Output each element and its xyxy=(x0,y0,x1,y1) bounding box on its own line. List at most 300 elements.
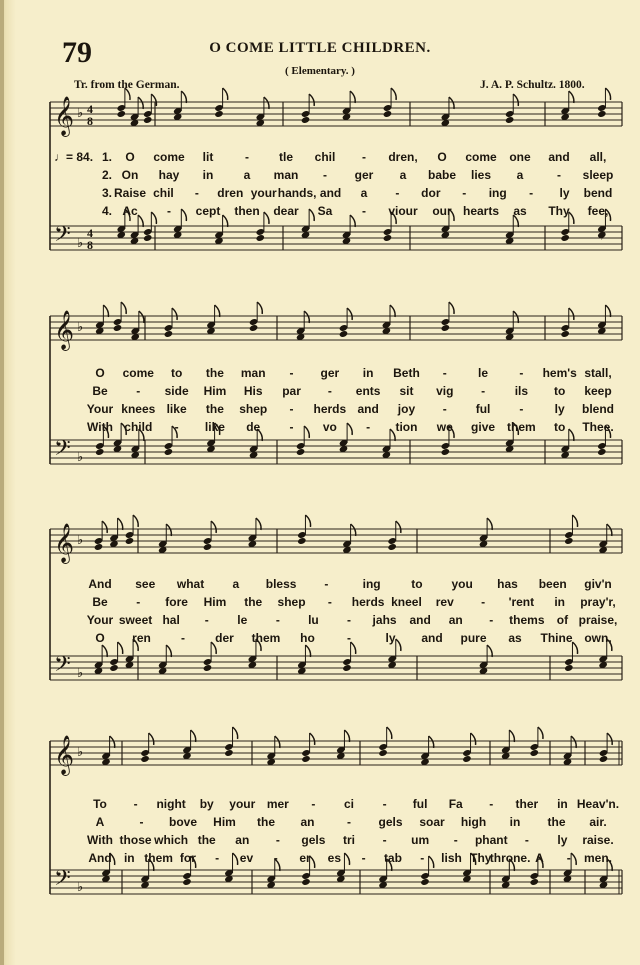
note-head xyxy=(301,755,310,763)
lyric-syllable: mer xyxy=(266,797,289,811)
note-head xyxy=(301,878,310,886)
note-flag xyxy=(509,730,514,742)
bass-clef: 𝄢 xyxy=(54,436,71,466)
lyric-syllable: the xyxy=(257,815,275,829)
lyric-line xyxy=(0,420,640,436)
note-head xyxy=(383,234,392,242)
lyric-syllable: knees xyxy=(121,402,156,416)
bass-clef: 𝄢 xyxy=(54,222,71,252)
note-flag xyxy=(572,515,577,527)
lyric-syllable: throne. xyxy=(489,851,531,865)
note-flag xyxy=(138,97,143,109)
lyric-syllable: ger xyxy=(354,168,374,182)
lyric-syllable: kneel xyxy=(391,595,422,609)
lyric-syllable: - xyxy=(557,168,561,182)
lyric-syllable: er xyxy=(299,851,311,865)
lyric-syllable: like xyxy=(166,402,187,416)
lyric-syllable: - xyxy=(275,833,280,847)
lyric-syllable: fore xyxy=(165,595,188,609)
lyric-line xyxy=(0,595,640,611)
note-head xyxy=(564,664,573,672)
lyric-syllable: come xyxy=(122,366,154,380)
lyric-syllable: - xyxy=(481,384,486,398)
lyric-syllable: like xyxy=(204,420,225,434)
lyric-syllable: O xyxy=(95,631,105,645)
lyric-syllable: ci xyxy=(343,797,355,811)
lyric-syllable: stall, xyxy=(584,366,612,380)
lyric-syllable: joy xyxy=(397,402,416,416)
treble-clef: 𝄞 xyxy=(54,310,75,350)
note-flag xyxy=(223,88,228,100)
lyric-syllable: the xyxy=(205,366,224,380)
note-flag xyxy=(264,97,269,109)
lyric-syllable: sit xyxy=(399,384,414,398)
note-head xyxy=(378,749,387,757)
lyric-syllable: an xyxy=(235,833,250,847)
lyric-syllable: Your xyxy=(86,402,114,416)
lyric-syllable: the xyxy=(197,833,216,847)
note-flag xyxy=(605,305,610,317)
lyric-syllable: - xyxy=(489,797,494,811)
lyric-syllable: Beth xyxy=(393,366,420,380)
note-flag xyxy=(344,730,349,742)
lyric-syllable: hands, xyxy=(277,186,317,200)
note-flag xyxy=(513,311,518,323)
note-head xyxy=(182,878,191,886)
lyric-syllable: - xyxy=(289,420,294,434)
lyric-syllable: ils xyxy=(514,384,529,398)
lyric-syllable: sweet xyxy=(118,613,153,627)
lyric-syllable: pure xyxy=(460,631,487,645)
note-flag xyxy=(351,524,356,536)
lyric-syllable: lit xyxy=(202,150,214,164)
lyric-syllable: - xyxy=(174,420,179,434)
lyric-syllable: soar xyxy=(419,815,445,829)
lyric-syllable: ing xyxy=(488,186,507,200)
note-flag xyxy=(256,518,261,530)
note-flag xyxy=(471,733,476,745)
lyric-syllable: lish xyxy=(441,851,462,865)
lyric-syllable: Him xyxy=(203,384,227,398)
lyric-syllable: thems xyxy=(509,613,545,627)
lyric-syllable: Thy xyxy=(548,204,570,218)
lyric-syllable: cept xyxy=(195,204,221,218)
note-flag xyxy=(569,91,574,103)
verse-number: 4. xyxy=(101,204,112,218)
lyric-syllable: dren, xyxy=(388,150,418,164)
lyric-syllable: - xyxy=(347,815,351,829)
lyric-syllable: and xyxy=(409,613,431,627)
lyric-syllable: - xyxy=(362,204,366,218)
note-head xyxy=(125,537,134,545)
lyric-syllable: ly xyxy=(559,186,570,200)
lyric-syllable: those xyxy=(119,833,152,847)
lyric-syllable: chil xyxy=(153,186,174,200)
lyric-line xyxy=(0,833,640,849)
lyric-syllable: all, xyxy=(589,150,607,164)
flat-key-signature: ♭ xyxy=(77,666,84,681)
lyric-syllable: your xyxy=(250,186,277,200)
lyric-syllable: der xyxy=(215,631,234,645)
lyric-syllable: herds xyxy=(313,402,347,416)
lyric-syllable: And xyxy=(88,577,112,591)
lyric-syllable: O xyxy=(437,150,447,164)
lyric-syllable: a xyxy=(516,168,524,182)
lyric-syllable: - xyxy=(347,613,351,627)
lyric-syllable: Be xyxy=(92,384,108,398)
lyric-syllable: in xyxy=(554,595,566,609)
lyric-syllable: of xyxy=(556,613,569,627)
lyric-syllable: dren xyxy=(217,186,244,200)
lyric-syllable: night xyxy=(156,797,186,811)
flat-key-signature: ♭ xyxy=(77,745,84,760)
note-head xyxy=(203,664,212,672)
lyric-syllable: an xyxy=(300,815,315,829)
lyric-syllable: ents xyxy=(355,384,381,398)
time-signature-bottom: 8 xyxy=(87,238,93,252)
treble-clef: 𝄞 xyxy=(54,96,75,136)
lyric-syllable: the xyxy=(205,402,224,416)
lyric-syllable: our xyxy=(432,204,452,218)
note-flag xyxy=(110,736,115,748)
verse-number: 3. xyxy=(101,186,112,200)
lyric-syllable: a xyxy=(399,168,407,182)
lyric-syllable: Ac xyxy=(122,204,138,218)
note-head xyxy=(117,110,126,118)
lyric-syllable: to xyxy=(554,384,566,398)
tempo-value: = 84. xyxy=(66,150,94,164)
lyric-syllable: Fa xyxy=(448,797,463,811)
treble-clef: 𝄞 xyxy=(54,523,75,563)
note-flag xyxy=(191,730,196,742)
lyric-syllable: - xyxy=(167,204,171,218)
lyric-syllable: blend xyxy=(582,402,614,416)
hymn-subtitle: ( Elementary. ) xyxy=(285,65,355,77)
lyric-syllable: - xyxy=(327,595,332,609)
lyric-syllable: ing xyxy=(362,577,381,591)
lyric-syllable: Thine xyxy=(540,631,573,645)
lyric-syllable: - xyxy=(323,168,327,182)
lyric-syllable: - xyxy=(361,851,366,865)
note-flag xyxy=(149,733,154,745)
note-flag xyxy=(396,521,401,533)
eighth-rest: 𝄾 xyxy=(600,230,604,246)
note-flag xyxy=(607,524,612,536)
lyric-syllable: one xyxy=(509,150,531,164)
lyric-syllable: jahs xyxy=(372,613,397,627)
lyric-syllable: child xyxy=(124,420,153,434)
note-head xyxy=(462,755,471,763)
lyric-syllable: rev xyxy=(435,595,454,609)
eighth-rest: 𝄾 xyxy=(600,444,604,460)
lyric-syllable: - xyxy=(311,797,316,811)
lyric-syllable: - xyxy=(462,186,467,200)
lyric-syllable: His xyxy=(243,384,263,398)
verse-number: 1. xyxy=(101,150,112,164)
lyric-syllable: And xyxy=(88,851,112,865)
note-head xyxy=(530,749,539,757)
note-head xyxy=(143,116,152,124)
lyric-syllable: ly xyxy=(385,631,396,645)
note-head xyxy=(599,755,608,763)
lyric-syllable: ly xyxy=(554,402,565,416)
note-flag xyxy=(133,515,138,527)
lyric-syllable: - xyxy=(362,150,366,164)
lyric-syllable: been xyxy=(538,577,567,591)
lyric-syllable: see xyxy=(135,577,156,591)
lyric-syllable: keep xyxy=(584,384,612,398)
note-flag xyxy=(449,302,454,314)
note-head xyxy=(383,110,392,118)
lyric-syllable: ren xyxy=(132,631,151,645)
lyric-syllable: - xyxy=(481,595,486,609)
note-head xyxy=(143,234,152,242)
lyric-syllable: give xyxy=(471,420,496,434)
lyric-syllable: man xyxy=(273,168,299,182)
lyric-line xyxy=(0,402,640,418)
lyric-syllable: in xyxy=(202,168,214,182)
lyric-syllable: and xyxy=(357,402,379,416)
verse-number: 2. xyxy=(101,168,112,182)
lyric-syllable: Him xyxy=(213,815,236,829)
lyric-syllable: babe xyxy=(427,168,457,182)
lyric-syllable: hearts xyxy=(462,204,500,218)
lyric-syllable: - xyxy=(289,402,294,416)
hymn-title: O COME LITTLE CHILDREN. xyxy=(209,40,431,56)
note-head xyxy=(387,543,396,551)
note-head xyxy=(94,543,103,551)
lyric-line xyxy=(0,631,640,647)
lyric-syllable: what xyxy=(176,577,205,591)
lyric-syllable: - xyxy=(366,420,371,434)
tempo-marking: ♩= 84. xyxy=(54,150,94,164)
lyric-syllable: an xyxy=(448,613,463,627)
note-head xyxy=(164,330,173,338)
lyric-line xyxy=(0,366,640,382)
note-flag xyxy=(172,308,177,320)
lyric-syllable: hem's xyxy=(542,366,577,380)
lyric-syllable: lu xyxy=(308,613,319,627)
lyric-syllable: - xyxy=(289,366,294,380)
lyric-syllable: - xyxy=(382,797,387,811)
lyric-syllable: to xyxy=(411,577,423,591)
note-flag xyxy=(275,736,280,748)
lyric-syllable: come xyxy=(465,150,497,164)
lyric-syllable: With xyxy=(87,420,113,434)
lyric-line xyxy=(0,797,640,813)
note-head xyxy=(203,543,212,551)
lyric-syllable: ev xyxy=(239,851,254,865)
note-head xyxy=(140,755,149,763)
lyric-syllable: With xyxy=(87,833,113,847)
lyric-syllable: to xyxy=(554,420,566,434)
flat-key-signature: ♭ xyxy=(77,533,84,548)
note-head xyxy=(505,116,514,124)
lyric-syllable: come xyxy=(153,150,185,164)
lyric-line xyxy=(0,186,640,202)
lyric-syllable: - xyxy=(194,186,199,200)
lyric-line xyxy=(0,815,640,831)
eighth-rest: 𝄾 xyxy=(600,106,604,122)
lyric-syllable: side xyxy=(164,384,189,398)
lyric-syllable: tri xyxy=(343,833,355,847)
lyric-syllable: Your xyxy=(86,613,114,627)
flat-key-signature: ♭ xyxy=(77,320,84,335)
note-head xyxy=(249,324,258,332)
lyric-syllable: vig xyxy=(436,384,454,398)
lyric-syllable: in xyxy=(509,815,521,829)
lyric-syllable: es xyxy=(327,851,342,865)
lyric-syllable: man xyxy=(240,366,266,380)
lyric-syllable: men. xyxy=(583,851,613,865)
lyric-syllable: - xyxy=(133,797,138,811)
note-head xyxy=(342,664,351,672)
lyric-syllable: the xyxy=(547,815,566,829)
lyric-syllable: herds xyxy=(351,595,385,609)
lyric-syllable: bless xyxy=(265,577,297,591)
lyric-line xyxy=(0,168,640,184)
flat-key-signature: ♭ xyxy=(77,880,84,895)
lyric-syllable: you xyxy=(451,577,473,591)
lyric-syllable: ho xyxy=(300,631,315,645)
note-flag xyxy=(607,733,612,745)
lyric-syllable: le xyxy=(478,366,489,380)
lyric-syllable: hay xyxy=(158,168,180,182)
note-flag xyxy=(215,305,220,317)
lyric-line xyxy=(0,384,640,400)
lyric-syllable: own, xyxy=(584,631,612,645)
note-flag xyxy=(304,311,309,323)
note-head xyxy=(339,330,348,338)
lyric-syllable: le xyxy=(237,613,248,627)
note-head xyxy=(164,448,173,456)
lyric-syllable: - xyxy=(420,851,425,865)
lyric-syllable: - xyxy=(139,815,144,829)
note-flag xyxy=(390,305,395,317)
lyric-syllable: ger xyxy=(320,366,340,380)
lyric-syllable: vo xyxy=(322,420,337,434)
lyric-syllable: Be xyxy=(92,595,108,609)
lyric-syllable: de xyxy=(246,420,261,434)
note-head xyxy=(564,537,573,545)
lyric-syllable: then xyxy=(234,204,260,218)
lyric-syllable: sleep xyxy=(582,168,614,182)
lyric-syllable: gels xyxy=(378,815,403,829)
lyric-syllable: - xyxy=(204,613,209,627)
time-signature-top: 4 xyxy=(87,226,93,240)
lyric-syllable: - xyxy=(273,851,278,865)
note-flag xyxy=(181,91,186,103)
lyric-syllable: Heav'n. xyxy=(576,797,620,811)
lyric-syllable: a xyxy=(243,168,251,182)
lyric-syllable: 'rent xyxy=(508,595,535,609)
lyric-syllable: bove xyxy=(168,815,198,829)
note-head xyxy=(296,448,305,456)
composer-credit: J. A. P. Schultz. 1800. xyxy=(480,79,585,91)
lyric-syllable: - xyxy=(395,186,400,200)
note-head xyxy=(441,324,450,332)
flat-key-signature: ♭ xyxy=(77,236,84,251)
lyric-syllable: To xyxy=(93,797,107,811)
lyric-syllable: ther xyxy=(515,797,539,811)
lyric-syllable: tion xyxy=(395,420,418,434)
note-head xyxy=(530,878,539,886)
lyric-syllable: and xyxy=(421,631,443,645)
lyric-syllable: - xyxy=(324,577,329,591)
time-signature-top: 4 xyxy=(87,102,93,116)
note-flag xyxy=(310,733,315,745)
note-flag xyxy=(487,518,492,530)
note-flag xyxy=(391,88,396,100)
note-flag xyxy=(121,302,126,314)
lyric-syllable: phant xyxy=(474,833,508,847)
lyric-syllable: them xyxy=(251,631,281,645)
note-flag xyxy=(350,91,355,103)
lyric-line xyxy=(0,150,640,166)
lyric-syllable: and xyxy=(548,150,570,164)
lyric-syllable: air. xyxy=(589,815,607,829)
lyric-syllable: Thee. xyxy=(582,420,614,434)
lyric-syllable: - xyxy=(519,402,524,416)
lyric-syllable: chil xyxy=(314,150,336,164)
lyric-syllable: high xyxy=(460,815,487,829)
lyric-syllable: tle xyxy=(278,150,294,164)
lyric-syllable: - xyxy=(275,613,280,627)
lyric-syllable: A xyxy=(535,851,544,865)
lyric-line xyxy=(0,204,640,220)
lyric-syllable: and xyxy=(319,186,342,200)
lyric-syllable: - xyxy=(215,851,220,865)
note-flag xyxy=(538,727,543,739)
note-flag xyxy=(387,727,392,739)
hymn-number: 79 xyxy=(62,36,92,69)
lyric-syllable: - xyxy=(524,833,529,847)
lyric-syllable: to xyxy=(170,366,183,380)
lyric-syllable: which xyxy=(154,833,189,847)
note-flag xyxy=(139,311,144,323)
lyric-syllable: Thy xyxy=(470,851,492,865)
note-flag xyxy=(211,521,216,533)
note-flag xyxy=(102,521,107,533)
lyric-syllable: - xyxy=(529,186,534,200)
lyric-syllable: - xyxy=(566,851,571,865)
note-head xyxy=(301,116,310,124)
lyric-syllable: - xyxy=(136,595,141,609)
lyric-syllable: as xyxy=(508,631,522,645)
lyric-syllable: a xyxy=(360,186,368,200)
note-flag xyxy=(118,518,123,530)
lyric-syllable: your xyxy=(229,797,256,811)
note-head xyxy=(224,749,233,757)
note-head xyxy=(109,664,118,672)
lyric-syllable: Raise xyxy=(113,186,147,200)
note-head xyxy=(560,330,569,338)
lyric-syllable: by xyxy=(199,797,214,811)
lyric-syllable: - xyxy=(442,366,447,380)
lyric-syllable: raise. xyxy=(582,833,614,847)
lyric-syllable: pray'r, xyxy=(580,595,616,609)
lyric-syllable: shep xyxy=(277,595,306,609)
lyric-syllable: shep xyxy=(239,402,268,416)
bass-clef: 𝄢 xyxy=(54,866,71,896)
lyric-syllable: um xyxy=(411,833,430,847)
lyric-syllable: dor xyxy=(421,186,441,200)
note-head xyxy=(560,234,569,242)
lyric-syllable: them xyxy=(144,851,173,865)
note-flag xyxy=(257,302,262,314)
lyric-syllable: O xyxy=(95,366,105,380)
flat-key-signature: ♭ xyxy=(77,450,84,465)
